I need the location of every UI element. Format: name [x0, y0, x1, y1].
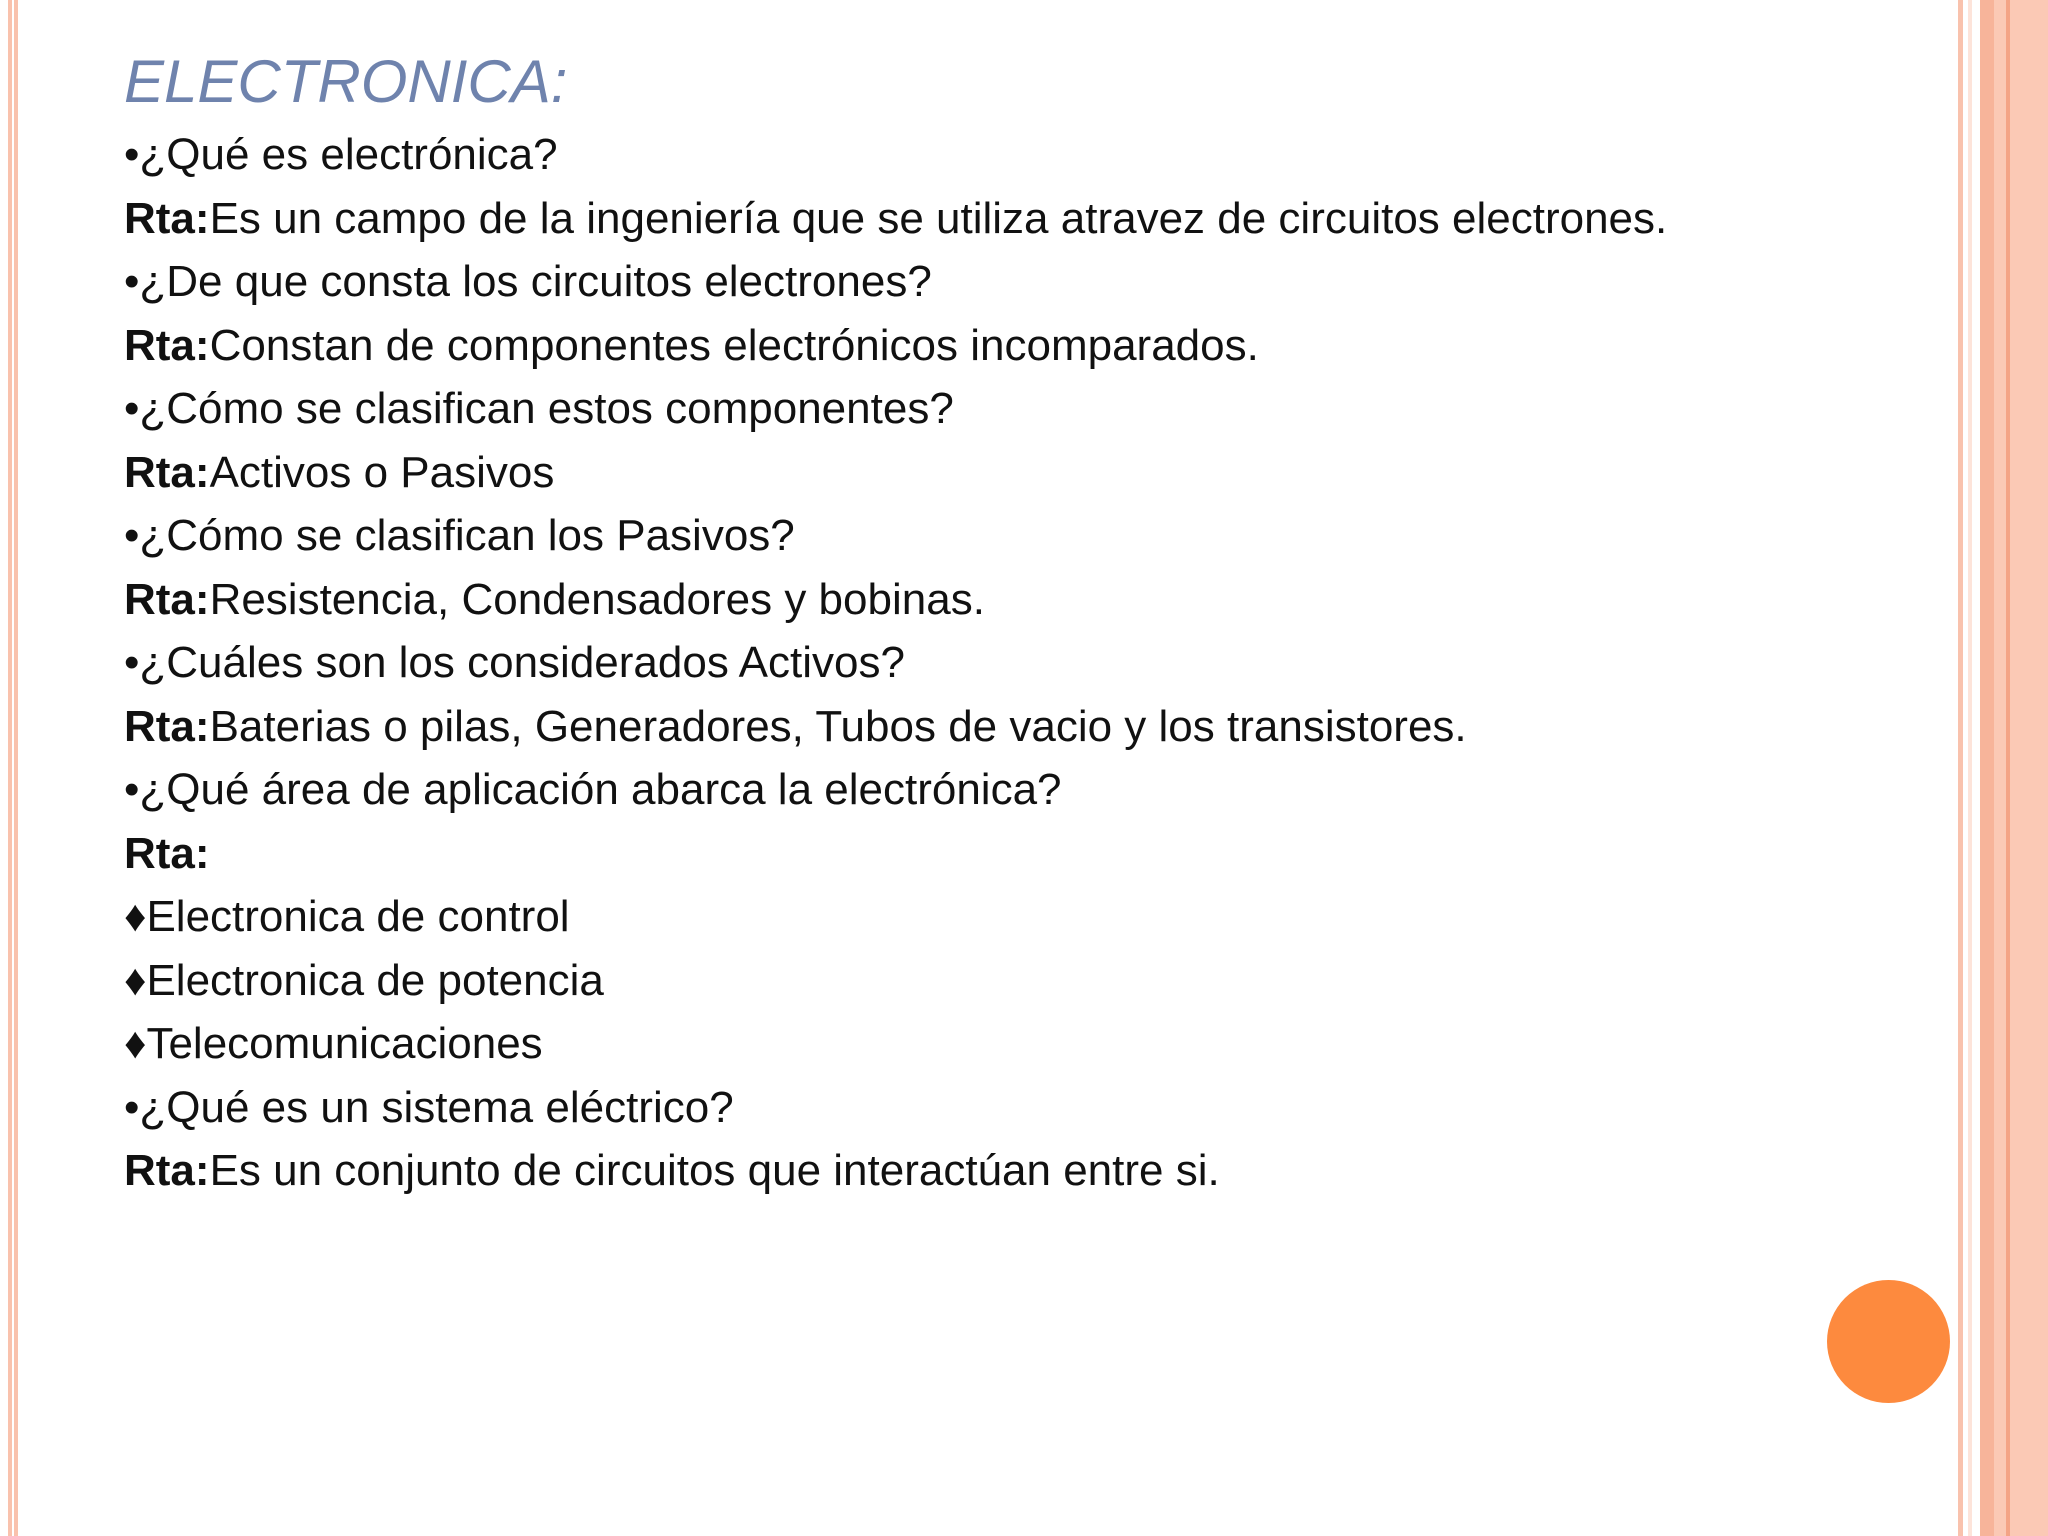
answer-label: Rta: [124, 701, 210, 751]
answer-line [124, 187, 1924, 251]
line-text: Resistencia, Condensadores y bobinas. [209, 574, 985, 624]
answer-label: Rta: [124, 1146, 210, 1195]
left-border-stripe [8, 0, 12, 1536]
question-line [124, 631, 1924, 695]
right-border-stripe [1968, 0, 1972, 1536]
line-text: •¿Cómo se clasifican estos componentes? [124, 384, 954, 433]
orange-circle-decoration [1827, 1280, 1950, 1403]
question-line [124, 758, 1924, 822]
line-text: Baterias o pilas, Generadores, Tubos de vacio y los transistores. [209, 701, 1467, 751]
answer-label: Rta: [124, 828, 210, 878]
right-border-stripe [1958, 0, 1963, 1536]
left-border-stripe [14, 0, 18, 1536]
answer-label: Rta: [124, 320, 210, 370]
line-text: Activos o Pasivos [209, 447, 555, 497]
slide-title: ELECTRONICA: [124, 48, 568, 115]
question-line [124, 504, 1924, 568]
answer-label: Rta: [124, 193, 210, 243]
answer-line [124, 1139, 1924, 1203]
line-text: Es un conjunto de circuitos que interactúan entre si. [209, 1146, 1220, 1195]
line-text: ♦Telecomunicaciones [124, 1019, 543, 1068]
line-text: •¿Cuáles son los considerados Activos? [124, 638, 905, 687]
question-line [124, 377, 1924, 441]
line-text: Es un campo de la ingeniería que se utiliza atravez de circuitos electrones. [209, 193, 1668, 243]
right-border-stripe [1980, 0, 1994, 1536]
sub-item-line [124, 949, 1924, 1013]
line-text: Constan de componentes electrónicos incomparados. [209, 320, 1259, 370]
sub-item-line [124, 885, 1924, 949]
answer-line [124, 822, 1924, 886]
sub-item-line [124, 1012, 1924, 1076]
answer-line [124, 568, 1924, 632]
right-border-stripe [2006, 0, 2010, 1536]
question-line [124, 1076, 1924, 1140]
answer-line [124, 314, 1924, 378]
line-text: •¿Cómo se clasifican los Pasivos? [124, 511, 795, 560]
question-line [124, 123, 1924, 187]
line-text: •¿Qué área de aplicación abarca la electrónica? [124, 765, 1062, 814]
answer-label: Rta: [124, 574, 210, 624]
line-text: ♦Electronica de control [124, 892, 570, 941]
answer-label: Rta: [124, 447, 210, 497]
line-text: ♦Electronica de potencia [124, 955, 604, 1005]
right-border-panel [1994, 0, 2048, 1536]
line-text: •¿De que consta los circuitos electrones? [124, 257, 932, 306]
answer-line [124, 441, 1924, 505]
answer-line [124, 695, 1924, 759]
question-line [124, 250, 1924, 314]
slide-body [124, 123, 1924, 1203]
line-text: •¿Qué es electrónica? [124, 130, 558, 179]
line-text: •¿Qué es un sistema eléctrico? [124, 1082, 734, 1132]
